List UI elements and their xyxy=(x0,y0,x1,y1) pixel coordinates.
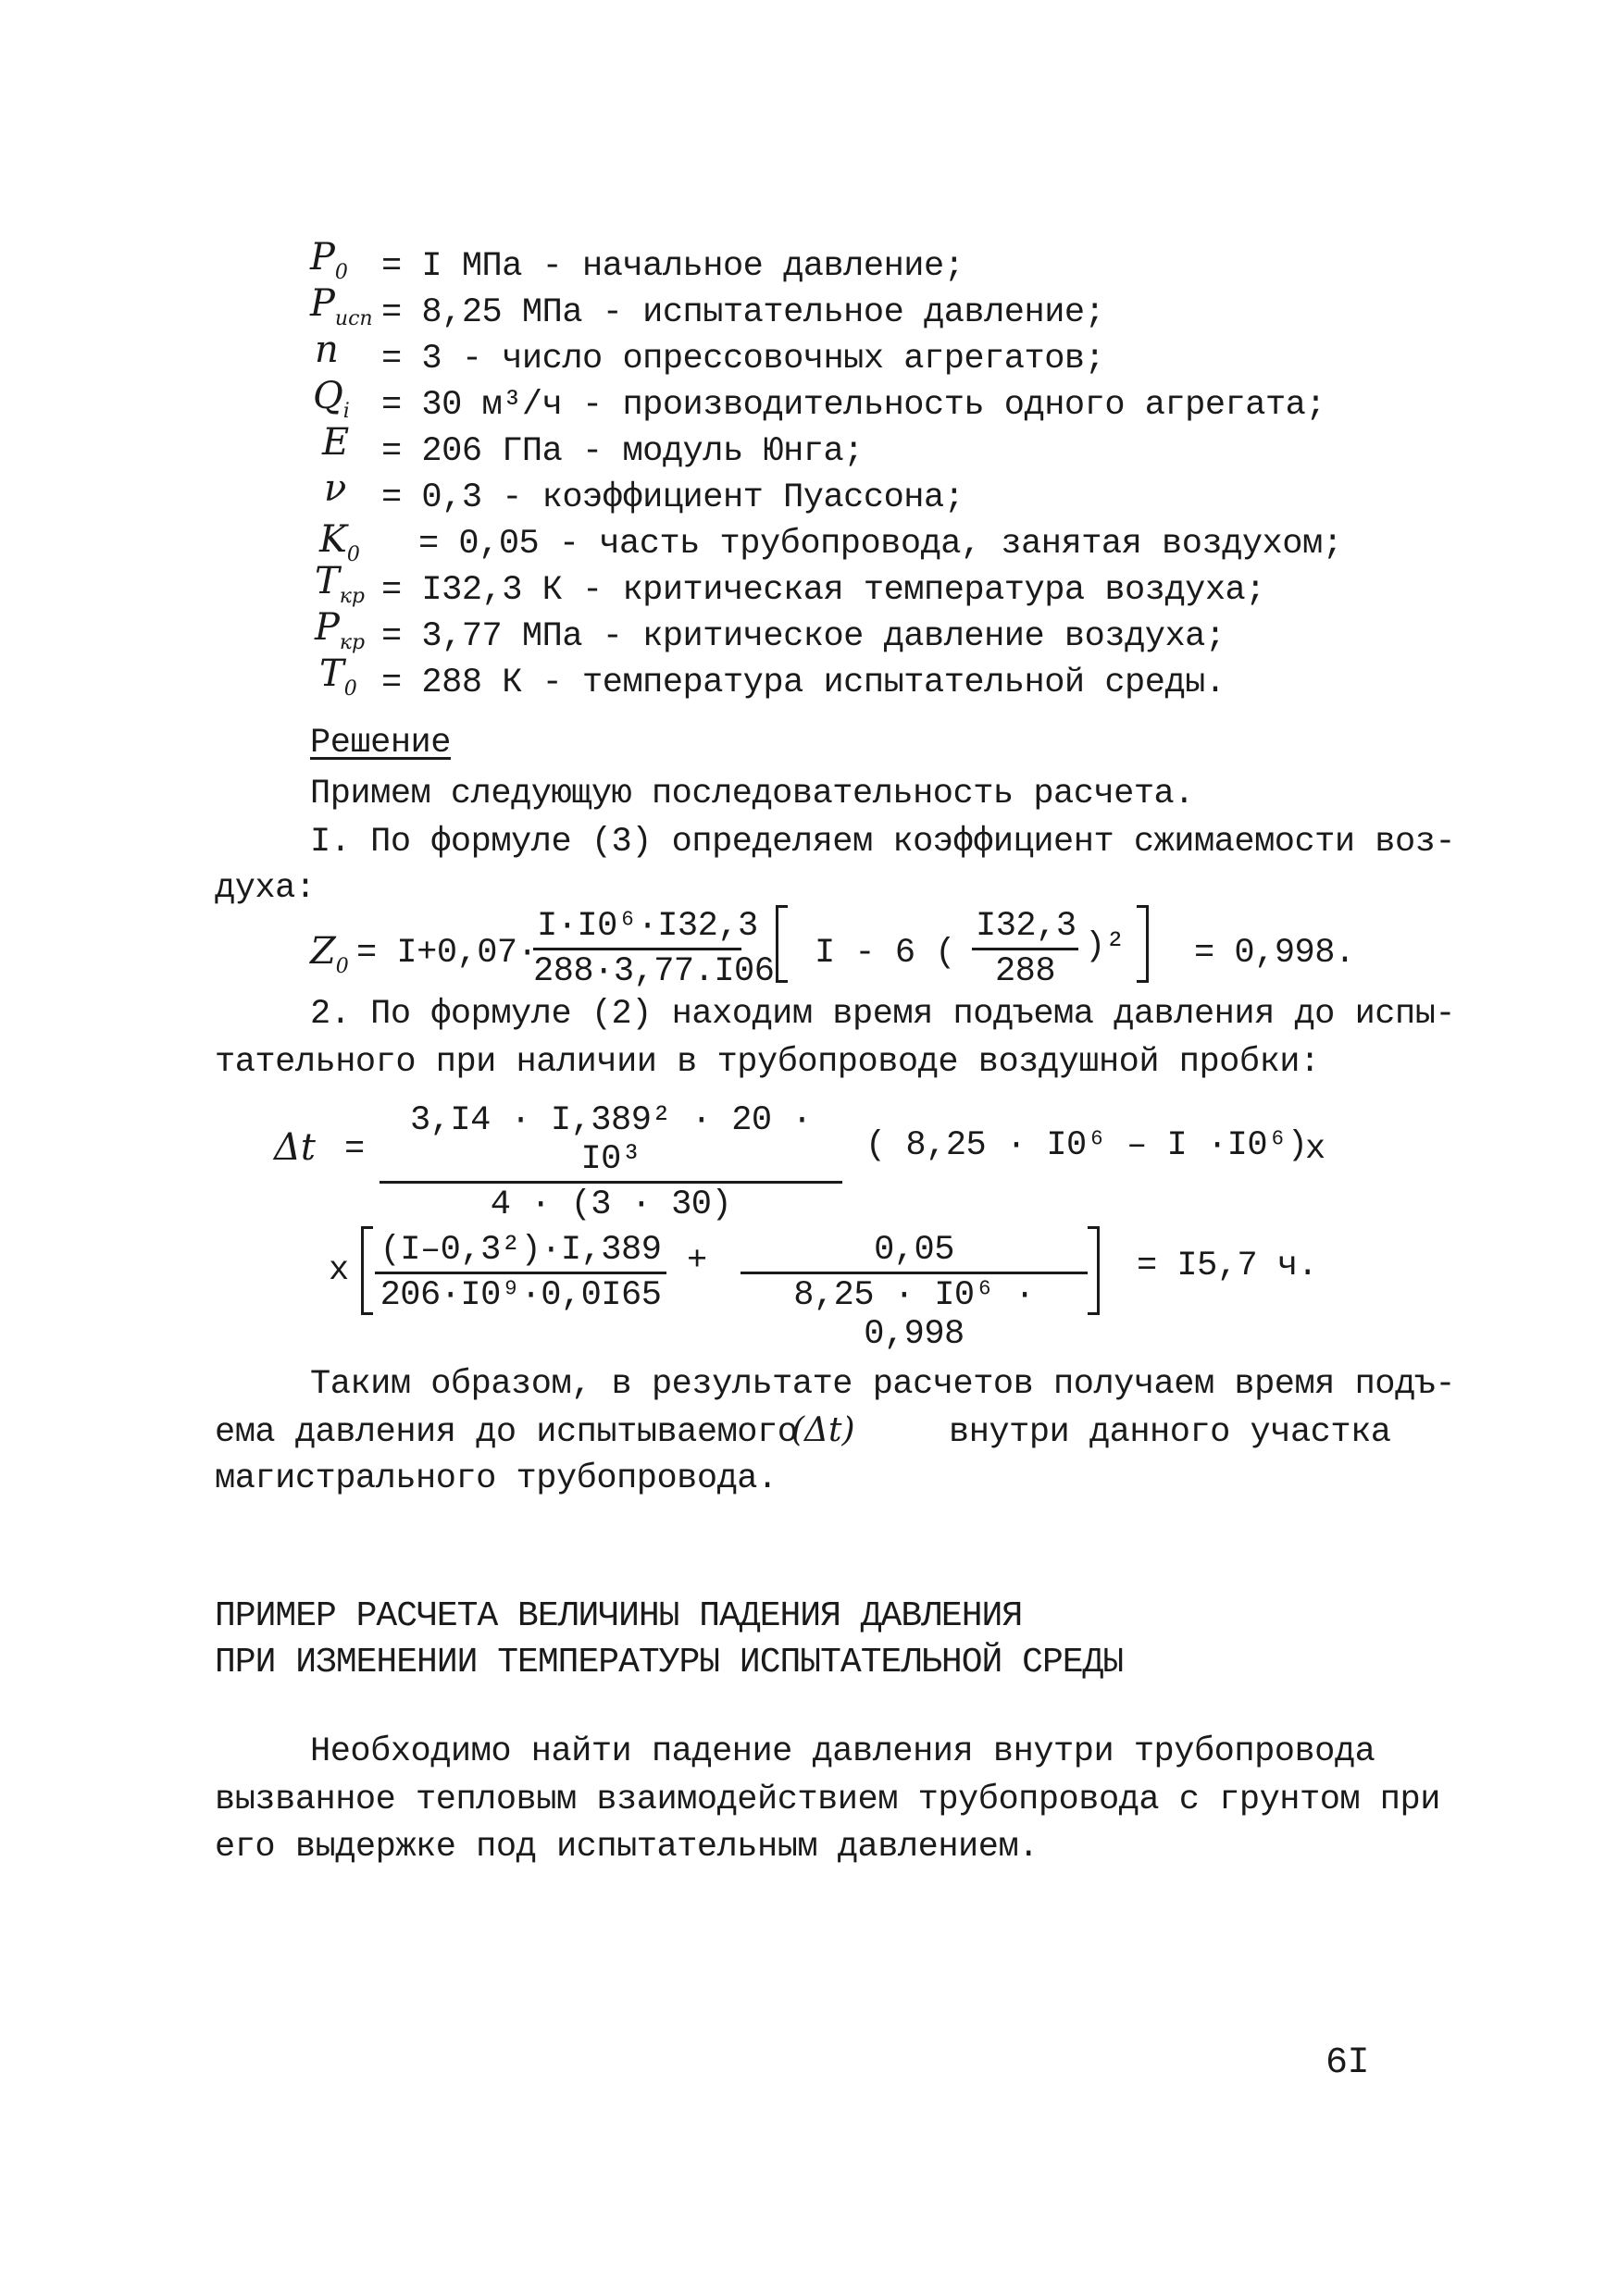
given-row xyxy=(315,331,339,376)
given-text: = 288 К - температура испытательной среды. xyxy=(381,664,1226,702)
formula1-bracket-close: )² xyxy=(1085,927,1126,966)
conclusion-line1: Таким образом, в результате расчетов получаем время подъ- xyxy=(310,1365,1456,1404)
conclusion-line2-end: внутри данного участка xyxy=(949,1413,1391,1452)
formula2-fraction: $\frac{\text{3,I4 · I,389² · 20 · I0³}}{4 \cdot (3 \cdot 30)}$ xyxy=(380,1101,842,1224)
given-row: $T_0$ xyxy=(319,652,357,701)
formula2-paren: ( 8,25 · I0⁶ – I ·I0⁶) xyxy=(865,1126,1308,1165)
given-text: = 0,05 - часть трубопровода, занятая воздухом; xyxy=(418,525,1343,564)
conclusion-delta: (Δt) xyxy=(791,1411,855,1449)
conclusion-line2: ема давления до испытываемого xyxy=(215,1413,798,1452)
formula2-times2: x xyxy=(329,1251,349,1290)
bracket-left xyxy=(776,905,788,983)
conclusion-line3: магистрального трубопровода. xyxy=(215,1459,778,1498)
solution-intro: Примем следующую последовательность расчета. xyxy=(310,775,1194,813)
symbol: P xyxy=(310,282,335,325)
given-row: $Q_i$ xyxy=(313,375,350,423)
symbol: P xyxy=(315,606,340,649)
given-row: $P_{исп}$ xyxy=(310,282,373,330)
bracket-right xyxy=(1088,1226,1100,1315)
given-row: $T_{кр}$ xyxy=(315,560,365,608)
step1-line2: духа: xyxy=(215,869,316,908)
given-text: = I32,3 К - критическая температура воздуха; xyxy=(381,571,1265,610)
given-text: = 30 м³/ч - производительность одного агрегата; xyxy=(381,386,1326,425)
formula2-eq: = xyxy=(344,1130,365,1169)
given-row xyxy=(322,421,350,468)
task-line3: его выдержке под испытательным давлением. xyxy=(215,1828,1039,1867)
task-line1: Необходимо найти падение давления внутри трубопровода xyxy=(310,1732,1375,1771)
symbol: E xyxy=(322,421,350,464)
formula1-bracket-text: I - 6 ( xyxy=(815,934,955,973)
given-row: $P_0$ xyxy=(310,236,348,284)
page-number: 6I xyxy=(1326,2042,1370,2084)
section-heading-line1: ПРИМЕР РАСЧЕТА ВЕЛИЧИНЫ ПАДЕНИЯ ДАВЛЕНИЯ xyxy=(215,1596,1023,1636)
formula1-prefix: = I+0,07· xyxy=(356,934,538,973)
symbol: T xyxy=(319,652,344,695)
section-heading-line2: ПРИ ИЗМЕНЕНИИ ТЕМПЕРАТУРЫ ИСПЫТАТЕЛЬНОЙ СРЕДЫ xyxy=(215,1643,1124,1682)
symbol: ν xyxy=(324,467,347,510)
given-text: = 3 - число опрессовочных агрегатов; xyxy=(381,340,1105,379)
symbol: Q xyxy=(313,375,343,417)
formula2-plus: + xyxy=(687,1242,707,1281)
given-text: = 0,3 - коэффициент Пуассона; xyxy=(381,478,965,517)
step2-line2: тательного при наличии в трубопроводе воздушной пробки: xyxy=(215,1043,1320,1082)
symbol: P xyxy=(310,236,335,279)
symbol: K xyxy=(319,518,347,561)
formula2-result: = I5,7 ч. xyxy=(1137,1247,1318,1285)
formula1-result: = 0,998. xyxy=(1194,934,1355,973)
given-row: $K_0$ xyxy=(319,518,360,566)
solution-heading: Решение xyxy=(310,724,451,763)
formula2-fraction3: $\frac{0,05}{\text{8,25 · I0⁶ · 0,998}}$ xyxy=(741,1231,1088,1354)
symbol: n xyxy=(315,329,339,371)
formula2-fraction2: $\frac{\text{(I–0,3²)·I,389}}{\text{206·I0⁹·0,0I65}}$ xyxy=(375,1231,666,1315)
given-text: = 206 ГПа - модуль Юнга; xyxy=(381,432,864,471)
symbol: T xyxy=(315,560,340,602)
given-row: $P_{кр}$ xyxy=(315,606,366,654)
step1-line1: I. По формуле (3) определяем коэффициент сжимаемости воз- xyxy=(310,823,1456,862)
bracket-left xyxy=(361,1226,373,1315)
bracket-right xyxy=(1137,905,1149,983)
formula2-times1: x xyxy=(1305,1130,1326,1169)
step2-line1: 2. По формуле (2) находим время подъема давления до испы- xyxy=(310,995,1456,1034)
given-text: = I МПа - начальное давление; xyxy=(381,247,965,286)
formula1-inner-fraction: $\frac{I32,3}{288}$ xyxy=(972,907,1078,991)
formula2-lhs: Δt xyxy=(274,1126,316,1169)
formula1-fraction: $\frac{\text{I·I0⁶·I32,3}}{288\cdot 3,77.I06}$ xyxy=(533,907,775,991)
formula1-lhs: $Z_0$ xyxy=(310,930,349,978)
given-text: = 8,25 МПа - испытательное давление; xyxy=(381,293,1105,332)
given-row xyxy=(324,467,347,515)
given-text: = 3,77 МПа - критическое давление воздуха; xyxy=(381,617,1226,656)
task-line2: вызванное тепловым взаимодействием трубопровода с грунтом при xyxy=(215,1781,1440,1819)
